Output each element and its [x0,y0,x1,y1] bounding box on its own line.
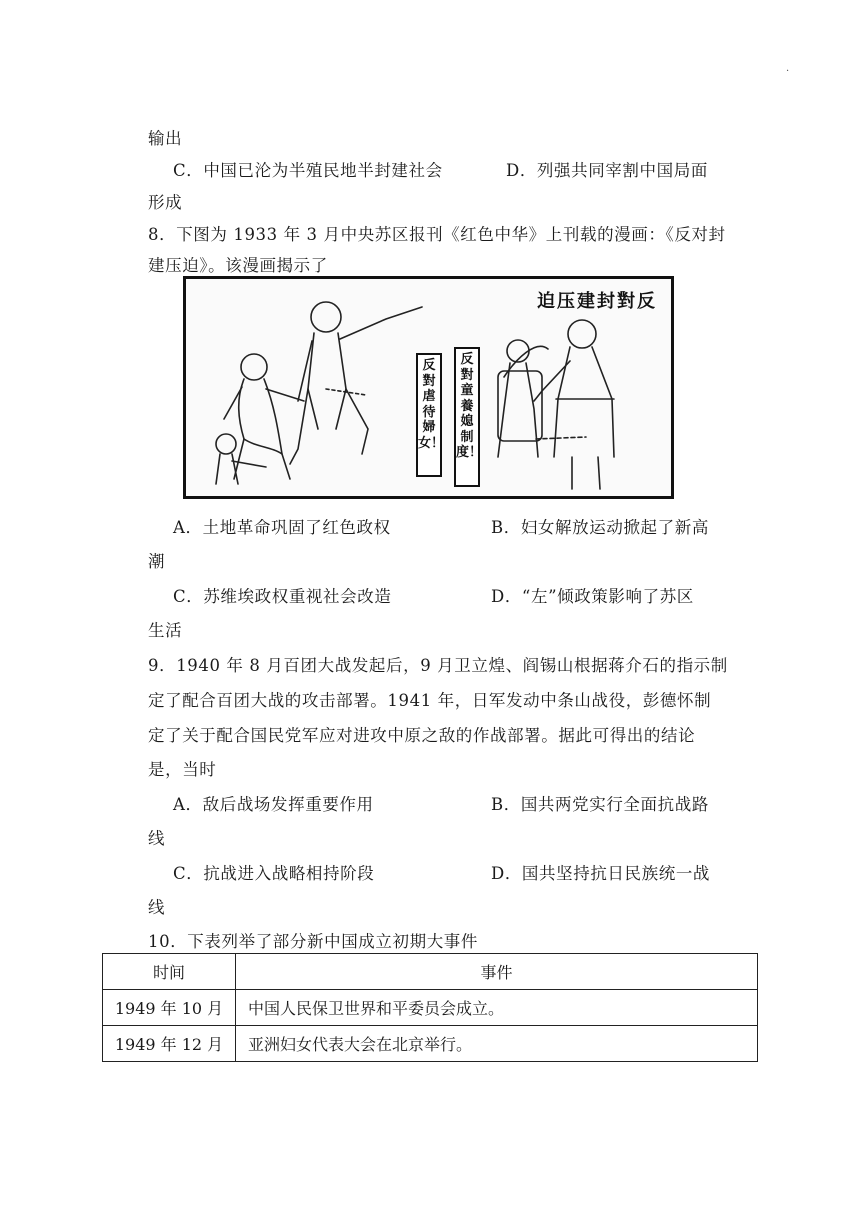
cartoon-illustration [183,276,674,499]
q8-option-d: D．“左”倾政策影响了苏区 [491,587,694,606]
q9-option-d: D．国共坚持抗日民族统一战 [491,864,711,883]
table-header-row [103,954,758,990]
row-event: 中国人民保卫世界和平委员会成立。 [236,990,758,1026]
woman-head [241,354,267,380]
events-table [102,953,758,1062]
q9-stem-line4: 是，当时 [148,760,217,779]
q9-stem-line3: 定了关于配合国民党军应对进攻中原之敌的作战部署。据此可得出的结论 [148,726,696,745]
row-event: 亚洲妇女代表大会在北京举行。 [236,1026,758,1062]
q9-option-b: B．国共两党实行全面抗战路 [491,795,709,814]
text-line-output: 输出 [148,129,183,148]
q8-option-b: B．妇女解放运动掀起了新高 [491,518,709,537]
row-time: 1949 年 12 月 [103,1026,236,1062]
q8-stem-line1: 8．下图为 1933 年 3 月中央苏区报刊《红色中华》上刊载的漫画：《反对封 [148,225,726,244]
q7-option-c: C．中国已沦为半殖民地半封建社会 [173,161,443,180]
q9-option-b-continued: 线 [148,829,166,848]
banner-anti-abuse-women: 反對虐待婦女！ [416,353,442,477]
header-event: 事件 [236,954,758,990]
man-head [311,302,341,332]
mother-in-law-head [568,320,596,348]
q9-option-c: C．抗战进入战略相持阶段 [173,864,375,883]
table-row [103,1026,758,1062]
q8-option-b-continued: 潮 [148,552,166,571]
q9-stem-line1: 9．1940 年 8 月百团大战发起后，9 月卫立煌、阎锡山根据蒋介石的指示制 [148,656,728,675]
q8-option-a: A．土地革命巩固了红色政权 [173,518,391,537]
child-head [216,434,236,454]
banner-anti-child-bride: 反對童養媳制度！ [454,347,480,487]
q10-stem: 10．下表列举了部分新中国成立初期大事件 [148,932,478,951]
q9-stem-line2: 定了配合百团大战的攻击部署。1941 年，日军发动中条山战役，彭德怀制 [148,691,712,710]
q8-option-d-continued: 生活 [148,621,183,640]
header-time: 时间 [103,954,236,990]
q8-option-c: C．苏维埃政权重视社会改造 [173,587,392,606]
q7-option-d-continued: 形成 [148,193,183,212]
row-time: 1949 年 10 月 [103,990,236,1026]
cartoon-title: 迫压建封對反 [537,291,657,312]
q8-stem-line2: 建压迫》。该漫画揭示了 [148,256,328,275]
q7-option-d: D．列强共同宰割中国局面 [506,161,708,180]
q9-option-a: A．敌后战场发挥重要作用 [173,795,374,814]
page-marker: · [786,66,790,77]
q9-option-d-continued: 线 [148,898,166,917]
table-row [103,990,758,1026]
